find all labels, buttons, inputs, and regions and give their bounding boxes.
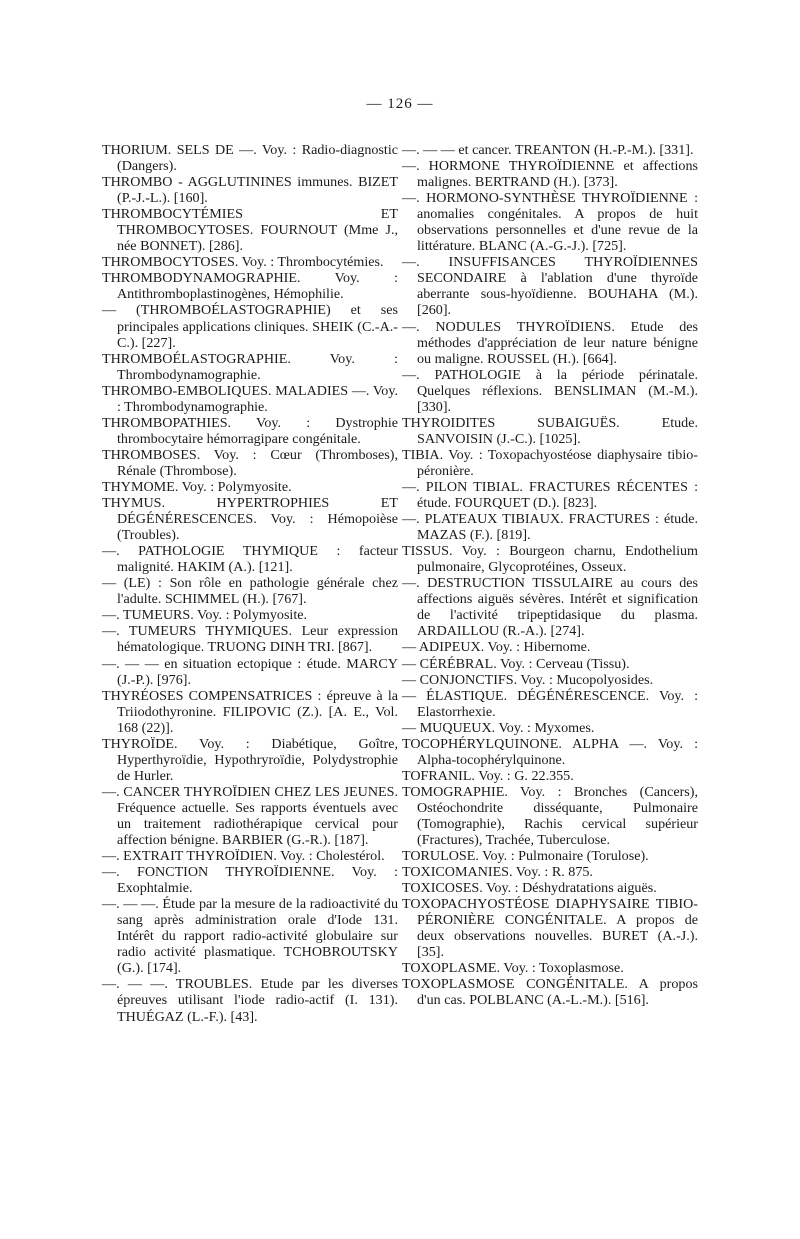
- index-entry: —. PLATEAUX TIBIAUX. FRACTURES : étude. MAZAS (F.). [819].: [402, 511, 698, 544]
- index-entry: THYMUS. HYPERTROPHIES ET DÉGÉNÉRESCENCES. Voy. : Hémopoièse (Troubles).: [102, 495, 398, 544]
- index-entry: THORIUM. SELS DE —. Voy. : Radio-diagnostic (Dangers).: [102, 142, 398, 175]
- index-entry: THYROIDITES SUBAIGUËS. Etude. SANVOISIN (J.-C.). [1025].: [402, 414, 698, 447]
- index-entry: TISSUS. Voy. : Bourgeon charnu, Endothelium pulmonaire, Glycoprotéines, Osseux.: [402, 543, 698, 576]
- index-entry: THROMBOPATHIES. Voy. : Dystrophie thrombocytaire hémorragipare congénitale.: [102, 414, 398, 447]
- index-entry: — (THROMBOÉLASTOGRAPHIE) et ses principales applications cliniques. SHEIK (C.-A.-C.). [227].: [102, 302, 398, 351]
- index-entry: —. PILON TIBIAL. FRACTURES RÉCENTES : étude. FOURQUET (D.). [823].: [402, 478, 698, 512]
- index-entry: — CONJONCTIFS. Voy. : Mucopolyosides.: [402, 671, 654, 688]
- index-entry: —. — — en situation ectopique : étude. MARCY (J.-P.). [976].: [102, 655, 398, 688]
- index-entry: THROMBO - AGGLUTININES immunes. BIZET (P.-J.-L.). [160].: [102, 174, 398, 207]
- index-entry: TOFRANIL. Voy. : G. 22.355.: [402, 767, 574, 784]
- page-number: — 126 —: [366, 96, 434, 112]
- index-entry: — ÉLASTIQUE. DÉGÉNÉRESCENCE. Voy. : Elastorrhexie.: [402, 687, 698, 720]
- left-column: [102, 142, 398, 1025]
- index-entry: THYMOME. Voy. : Polymyosite.: [102, 478, 292, 495]
- index-entry: —. — —. TROUBLES. Etude par les diverses épreuves utilisant l'iode radio-actif (I. 131). THUÉGAZ (L.-F.). [43].: [102, 976, 398, 1025]
- index-entry: —. PATHOLOGIE THYMIQUE : facteur malignité. HAKIM (A.). [121].: [102, 543, 398, 576]
- index-entry: THROMBOCYTÉMIES ET THROMBOCYTOSES. FOURNOUT (Mme J., née BONNET). [286].: [102, 206, 398, 255]
- index-entry: —. TUMEURS. Voy. : Polymyosite.: [102, 607, 308, 624]
- index-entry: TOXOPACHYOSTÉOSE DIAPHYSAIRE TIBIO-PÉRONIÈRE CONGÉNITALE. A propos de deux observations nouvelles. BURET (A.-J.). [35].: [402, 896, 698, 961]
- index-entry: THROMBOÉLASTOGRAPHIE. Voy. : Thrombodynamographie.: [102, 350, 398, 383]
- index-entry: TOXOPLASME. Voy. : Toxoplasmose.: [402, 960, 624, 977]
- index-entry: TORULOSE. Voy. : Pulmonaire (Torulose).: [402, 848, 649, 865]
- index-entry: —. — —. Étude par la mesure de la radioactivité du sang après administration orale d'Iode 131. Intérêt du rapport radio-activité globulaire sur radio activité plasmatique. TCHOBROUTSKY (G.). [174].: [102, 896, 398, 977]
- index-entry: — MUQUEUX. Voy. : Myxomes.: [402, 719, 595, 736]
- index-entry: — CÉRÉBRAL. Voy. : Cerveau (Tissu).: [402, 655, 630, 672]
- index-entry: —. INSUFFISANCES THYROÏDIENNES SECONDAIRE à l'ablation d'une thyroïde aberrante sous-hyoïdienne. BOUHAHA (M.). [260].: [402, 254, 698, 319]
- index-entry: THROMBO-EMBOLIQUES. MALADIES —. Voy. : Thrombodynamographie.: [102, 382, 398, 415]
- index-entry: TOXICOMANIES. Voy. : R. 875.: [402, 864, 593, 881]
- index-entry: —. CANCER THYROÏDIEN CHEZ LES JEUNES. Fréquence actuelle. Ses rapports éventuels avec un traitement radiothérapique cervical pour affection bénigne. BARBIER (G.-R.). [187].: [102, 783, 398, 849]
- index-entry: — (LE) : Son rôle en pathologie générale chez l'adulte. SCHIMMEL (H.). [767].: [102, 575, 398, 608]
- index-entry: THYROÏDE. Voy. : Diabétique, Goître, Hyperthyroïdie, Hypothryroïdie, Polydystrophie de Hurler.: [102, 735, 398, 784]
- index-entry: TOMOGRAPHIE. Voy. : Bronches (Cancers), Ostéochondrite disséquante, Pulmonaire (Tomographie), Rachis cervical supérieur (Fractures), Trachée, Tuberculose.: [402, 783, 698, 849]
- index-entry: —. HORMONE THYROÏDIENNE et affections malignes. BERTRAND (H.). [373].: [402, 158, 698, 191]
- index-entry: —. PATHOLOGIE à la période périnatale. Quelques réflexions. BENSLIMAN (M.-M.). [330].: [402, 366, 698, 415]
- index-entry: TOXOPLASMOSE CONGÉNITALE. A propos d'un cas. POLBLANC (A.-L.-M.). [516].: [402, 976, 698, 1009]
- index-entry: — ADIPEUX. Voy. : Hibernome.: [402, 639, 591, 656]
- index-entry: TIBIA. Voy. : Toxopachyostéose diaphysaire tibio-péronière.: [402, 446, 698, 479]
- index-entry: THROMBOCYTOSES. Voy. : Thrombocytémies.: [102, 254, 384, 271]
- index-entry: —. TUMEURS THYMIQUES. Leur expression hématologique. TRUONG DINH TRI. [867].: [102, 623, 398, 656]
- index-entry: —. — — et cancer. TREANTON (H.-P.-M.). [331].: [402, 142, 694, 158]
- index-entry: TOCOPHÉRYLQUINONE. ALPHA —. Voy. : Alpha-tocophérylquinone.: [402, 735, 698, 768]
- index-entry: TOXICOSES. Voy. : Déshydratations aiguës.: [402, 880, 657, 897]
- index-entry: THYRÉOSES COMPENSATRICES : épreuve à la Triiodothyronine. FILIPOVIC (Z.). [A. E., Vol. 168 (22)].: [102, 687, 398, 736]
- index-entry: THROMBOSES. Voy. : Cœur (Thromboses), Rénale (Thrombose).: [102, 446, 398, 479]
- right-column: [402, 142, 698, 1009]
- index-entry: —. HORMONO-SYNTHÈSE THYROÏDIENNE : anomalies congénitales. A propos de huit observations personnelles et d'une revue de la littérature. BLANC (A.-G.-J.). [725].: [402, 190, 698, 255]
- index-entry: —. EXTRAIT THYROÏDIEN. Voy. : Cholestérol.: [102, 848, 385, 865]
- index-entry: —. DESTRUCTION TISSULAIRE au cours des affections aiguës sévères. Intérêt et signification de l'activité tripeptidasique du plasma. ARDAILLOU (R.-A.). [274].: [402, 575, 698, 640]
- index-entry: —. FONCTION THYROÏDIENNE. Voy. : Exophtalmie.: [102, 864, 398, 897]
- index-entry: THROMBODYNAMOGRAPHIE. Voy. : Antithromboplastinogènes, Hémophilie.: [102, 270, 398, 303]
- index-entry: —. NODULES THYROÏDIENS. Etude des méthodes d'appréciation de leur nature bénigne ou maligne. ROUSSEL (H.). [664].: [402, 318, 698, 367]
